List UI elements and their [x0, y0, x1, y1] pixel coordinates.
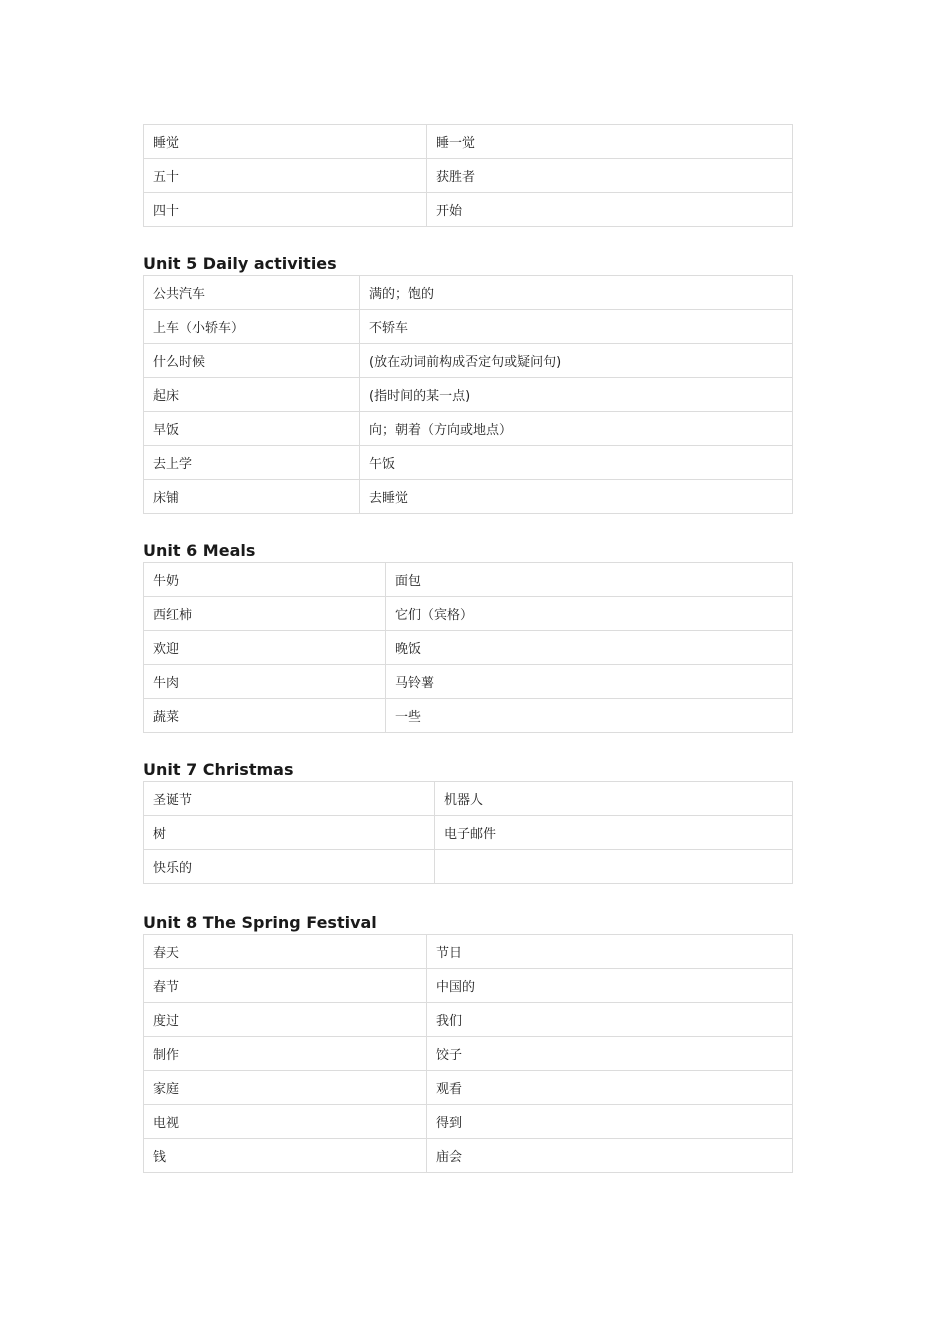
table-row: [144, 935, 793, 969]
table-cell: 蔬菜: [144, 699, 386, 733]
table-row: [144, 850, 793, 884]
table-cell: 我们: [427, 1003, 793, 1037]
table-cell: 睡觉: [144, 125, 427, 159]
table-row: [144, 1139, 793, 1173]
table-cell: 中国的: [427, 969, 793, 1003]
unit-5-heading: Unit 5 Daily activities: [143, 254, 337, 273]
vocabulary-document: [143, 124, 792, 1173]
table-cell: 去睡觉: [360, 480, 793, 514]
table-cell: 圣诞节: [144, 782, 435, 816]
vocab-table-unit-8: [143, 934, 793, 1173]
table-cell: 观看: [427, 1071, 793, 1105]
table-row: [144, 816, 793, 850]
table-cell: 牛奶: [144, 563, 386, 597]
table-row: [144, 1037, 793, 1071]
table-cell: 公共汽车: [144, 276, 360, 310]
table-cell: 睡一觉: [427, 125, 793, 159]
table-cell: 起床: [144, 378, 360, 412]
table-row: [144, 969, 793, 1003]
table-cell: 节日: [427, 935, 793, 969]
table-cell: 向；朝着（方向或地点）: [360, 412, 793, 446]
table-row: [144, 1003, 793, 1037]
table-cell: 马铃薯: [386, 665, 793, 699]
unit-6-heading: Unit 6 Meals: [143, 541, 256, 560]
vocab-table-unit-5: [143, 275, 793, 514]
table-row: [144, 276, 793, 310]
table-cell: 度过: [144, 1003, 427, 1037]
spacer: [143, 733, 792, 759]
table-row: [144, 446, 793, 480]
table-row: [144, 193, 793, 227]
unit-8-heading: Unit 8 The Spring Festival: [143, 913, 377, 932]
spacer: [143, 884, 792, 912]
spacer: [143, 227, 792, 253]
table-row: [144, 631, 793, 665]
table-row: [144, 412, 793, 446]
table-cell: 春节: [144, 969, 427, 1003]
table-row: [144, 378, 793, 412]
vocab-table-unit-7: [143, 781, 793, 884]
table-row: [144, 480, 793, 514]
table-row: [144, 597, 793, 631]
table-cell: 机器人: [435, 782, 793, 816]
table-row: [144, 782, 793, 816]
table-cell: 获胜者: [427, 159, 793, 193]
table-cell: 它们（宾格）: [386, 597, 793, 631]
table-cell: 春天: [144, 935, 427, 969]
table-cell: 饺子: [427, 1037, 793, 1071]
table-cell: 去上学: [144, 446, 360, 480]
table-row: [144, 699, 793, 733]
table-cell: 床铺: [144, 480, 360, 514]
table-cell: (放在动词前构成否定句或疑问句): [360, 344, 793, 378]
table-cell: 制作: [144, 1037, 427, 1071]
table-row: [144, 344, 793, 378]
table-cell: 电子邮件: [435, 816, 793, 850]
table-cell: 家庭: [144, 1071, 427, 1105]
table-cell: 满的；饱的: [360, 276, 793, 310]
table-cell: 五十: [144, 159, 427, 193]
table-row: [144, 125, 793, 159]
vocab-table-continued: [143, 124, 793, 227]
table-cell: 快乐的: [144, 850, 435, 884]
spacer: [143, 514, 792, 540]
table-cell: 得到: [427, 1105, 793, 1139]
table-cell: 四十: [144, 193, 427, 227]
vocab-table-unit-6: [143, 562, 793, 733]
table-cell: 不轿车: [360, 310, 793, 344]
table-cell: 一些: [386, 699, 793, 733]
unit-7-heading: Unit 7 Christmas: [143, 760, 294, 779]
table-cell: 西红柿: [144, 597, 386, 631]
table-row: [144, 1071, 793, 1105]
table-cell: 上车（小轿车）: [144, 310, 360, 344]
table-row: [144, 310, 793, 344]
table-cell: 树: [144, 816, 435, 850]
table-row: [144, 1105, 793, 1139]
table-row: [144, 665, 793, 699]
table-cell: (指时间的某一点): [360, 378, 793, 412]
table-row: [144, 563, 793, 597]
table-cell: 钱: [144, 1139, 427, 1173]
table-cell: 牛肉: [144, 665, 386, 699]
table-cell: 面包: [386, 563, 793, 597]
table-cell: 庙会: [427, 1139, 793, 1173]
table-cell: [435, 850, 793, 884]
table-cell: 晚饭: [386, 631, 793, 665]
table-cell: 电视: [144, 1105, 427, 1139]
table-row: [144, 159, 793, 193]
table-cell: 欢迎: [144, 631, 386, 665]
table-cell: 早饭: [144, 412, 360, 446]
table-cell: 开始: [427, 193, 793, 227]
table-cell: 午饭: [360, 446, 793, 480]
table-cell: 什么时候: [144, 344, 360, 378]
